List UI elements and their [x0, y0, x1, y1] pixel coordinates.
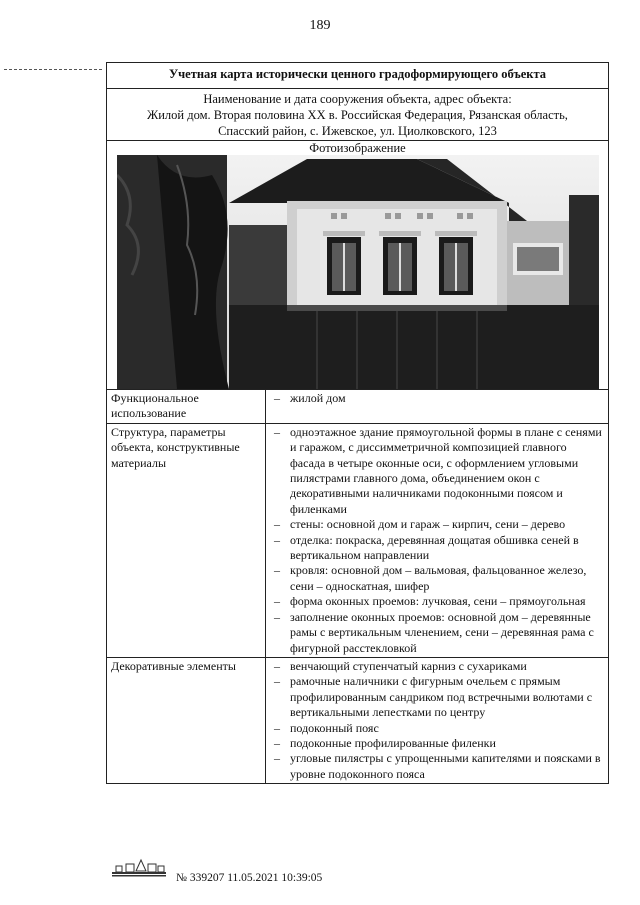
- dash-marker: –: [274, 658, 280, 673]
- row-content: [266, 658, 608, 783]
- card-title: Учетная карта исторически ценного градоформирующего объекта: [107, 63, 608, 89]
- dash-marker: –: [274, 609, 280, 624]
- item-text: одноэтажное здание прямоугольной формы в плане с сенями и гаражом, с диссимметричной композицией главного фасада в четыре оконные оси, с оформлением угловыми пилястрами главного дома, объединением окон с декоративными наличниками подоконными поясом и филенками: [290, 424, 602, 516]
- list-item: [270, 674, 602, 720]
- list-item: [270, 517, 602, 532]
- dash-marker: –: [274, 391, 280, 405]
- list-item: [270, 736, 602, 751]
- object-name-block: [107, 89, 608, 140]
- item-text: форма оконных проемов: лучковая, сени – прямоугольная: [290, 594, 586, 609]
- list-item: [270, 391, 602, 406]
- item-text: венчающий ступенчатый карниз с сухариками: [290, 658, 527, 673]
- registration-stamp: № 339207 11.05.2021 10:39:05: [176, 872, 323, 884]
- row-content: [266, 424, 608, 657]
- registry-logo: [110, 858, 168, 878]
- house-photo: [117, 155, 599, 389]
- dash-marker: –: [274, 517, 280, 532]
- photo-block: [107, 140, 608, 389]
- dash-marker: –: [274, 563, 280, 578]
- list-item: [270, 721, 602, 736]
- row-structure: [107, 423, 608, 657]
- record-card: [106, 62, 609, 784]
- list-item: [270, 425, 602, 517]
- item-text: угловые пилястры с упрощенными капителями и поясками в уровне подоконного пояса: [290, 751, 601, 781]
- item-text: подоконные профилированные филенки: [290, 735, 496, 750]
- photo-label: Фотоизображение: [309, 141, 406, 155]
- object-name-line: Жилой дом. Вторая половина XX в. Российская Федерация, Рязанская область,: [147, 108, 568, 122]
- row-label: Функциональное использование: [107, 390, 266, 423]
- dash-marker: –: [274, 720, 280, 735]
- list-item: [270, 659, 602, 674]
- row-content: [266, 390, 608, 423]
- dash-marker: –: [274, 674, 280, 689]
- list-item: [270, 563, 602, 594]
- item-text: подоконный пояс: [290, 720, 379, 735]
- item-text: отделка: покраска, деревянная дощатая обшивка сеней в вертикальном направлении: [290, 532, 579, 563]
- row-decorative: [107, 657, 608, 783]
- object-name-line: Спасский район, с. Ижевское, ул. Циолковского, 123: [218, 124, 497, 138]
- margin-mark: [4, 69, 102, 70]
- item-text: жилой дом: [290, 391, 346, 405]
- dash-marker: –: [274, 735, 280, 750]
- list-item: [270, 610, 602, 656]
- dash-marker: –: [274, 594, 280, 609]
- dash-marker: –: [274, 532, 280, 547]
- list-item: [270, 533, 602, 564]
- row-functional-use: [107, 389, 608, 423]
- row-label: Декоративные элементы: [107, 658, 266, 783]
- item-text: кровля: основной дом – вальмовая, фальцованное железо, сени – односкатная, шифер: [290, 563, 587, 593]
- row-label: Структура, параметры объекта, конструктивные материалы: [107, 424, 266, 657]
- dash-marker: –: [274, 424, 280, 439]
- item-text: стены: основной дом и гараж – кирпич, сени – дерево: [290, 517, 566, 532]
- item-text: рамочные наличники с фигурным очельем с прямым профилированным сандриком под встречными волютами с вертикальными лепестками по центру: [290, 674, 593, 720]
- object-name-line: Наименование и дата сооружения объекта, адрес объекта:: [203, 92, 512, 106]
- page-number: 189: [309, 18, 331, 33]
- dash-marker: –: [274, 751, 280, 766]
- list-item: [270, 751, 602, 782]
- list-item: [270, 594, 602, 609]
- item-text: заполнение оконных проемов: основной дом – деревянные рамы с вертикальным членением, сени – деревянная рама с фигурной расстекловкой: [290, 609, 594, 655]
